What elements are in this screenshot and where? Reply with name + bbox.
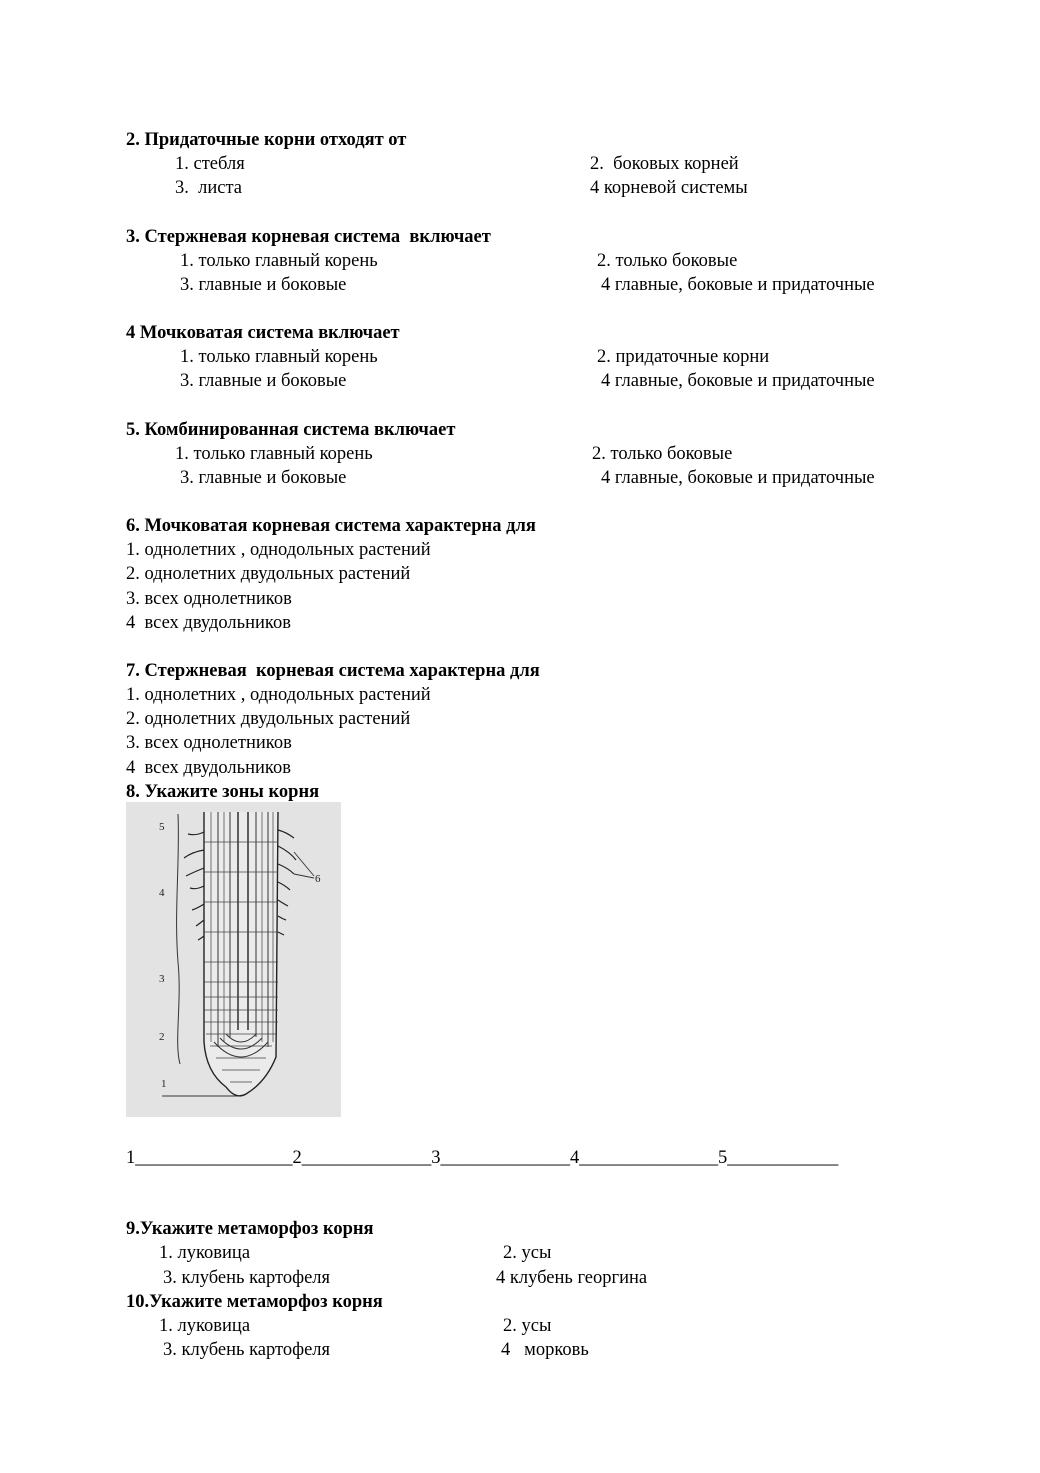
question-8-title: 8. Укажите зоны корня — [126, 782, 320, 802]
q3-option-2: 2. только боковые — [597, 251, 738, 271]
q6-option-1: 1. однолетних , однодольных растений — [126, 540, 431, 560]
q4-option-1: 1. только главный корень — [180, 347, 378, 367]
question-5-title: 5. Комбинированная система включает — [126, 420, 456, 440]
q6-option-3: 3. всех однолетников — [126, 589, 292, 609]
question-10-title: 10.Укажите метаморфоз корня — [126, 1292, 383, 1312]
q6-option-2: 2. однолетних двудольных растений — [126, 564, 411, 584]
q10-option-1: 1. луковица — [159, 1316, 251, 1336]
q4-option-2: 2. придаточные корни — [597, 347, 770, 367]
q7-option-4: 4 всех двудольников — [126, 758, 291, 778]
q9-option-2: 2. усы — [503, 1243, 552, 1263]
q5-option-4: 4 главные, боковые и придаточные — [601, 468, 875, 488]
q7-option-2: 2. однолетних двудольных растений — [126, 709, 411, 729]
root-diagram — [126, 802, 341, 1117]
q2-option-3: 3. листа — [175, 178, 242, 198]
q2-option-4: 4 корневой системы — [590, 178, 748, 198]
question-2-title: 2. Придаточные корни отходят от — [126, 130, 407, 150]
zone-label-2: 2 — [159, 1031, 165, 1043]
q7-option-1: 1. однолетних , однодольных растений — [126, 685, 431, 705]
question-4-title: 4 Мочковатая система включает — [126, 323, 400, 343]
q3-option-4: 4 главные, боковые и придаточные — [601, 275, 875, 295]
q5-option-1: 1. только главный корень — [175, 444, 373, 464]
q4-option-3: 3. главные и боковые — [180, 371, 347, 391]
q9-option-4: 4 клубень георгина — [496, 1268, 648, 1288]
q3-option-1: 1. только главный корень — [180, 251, 378, 271]
zones-answer-line[interactable]: 1_________________2______________3______________4_______________5____________ — [126, 1148, 839, 1168]
q2-option-1: 1. стебля — [175, 154, 245, 174]
q2-option-2: 2. боковых корней — [590, 154, 739, 174]
question-3-title: 3. Стержневая корневая система включает — [126, 227, 491, 247]
q10-option-4: 4 морковь — [501, 1340, 589, 1360]
side-label-6: 6 — [315, 873, 321, 885]
q5-option-3: 3. главные и боковые — [180, 468, 347, 488]
q7-option-3: 3. всех однолетников — [126, 733, 292, 753]
zone-label-1: 1 — [161, 1078, 167, 1090]
zone-label-3: 3 — [159, 973, 165, 985]
question-6-title: 6. Мочковатая корневая система характерна для — [126, 516, 536, 536]
q4-option-4: 4 главные, боковые и придаточные — [601, 371, 875, 391]
question-9-title: 9.Укажите метаморфоз корня — [126, 1219, 374, 1239]
q9-option-3: 3. клубень картофеля — [163, 1268, 331, 1288]
question-7-title: 7. Стержневая корневая система характерна для — [126, 661, 540, 681]
q3-option-3: 3. главные и боковые — [180, 275, 347, 295]
root-zones-figure — [126, 802, 341, 1117]
q9-option-1: 1. луковица — [159, 1243, 251, 1263]
zone-label-5: 5 — [159, 821, 165, 833]
q10-option-3: 3. клубень картофеля — [163, 1340, 331, 1360]
q5-option-2: 2. только боковые — [592, 444, 733, 464]
q10-option-2: 2. усы — [503, 1316, 552, 1336]
zone-label-4: 4 — [159, 887, 165, 899]
q6-option-4: 4 всех двудольников — [126, 613, 291, 633]
